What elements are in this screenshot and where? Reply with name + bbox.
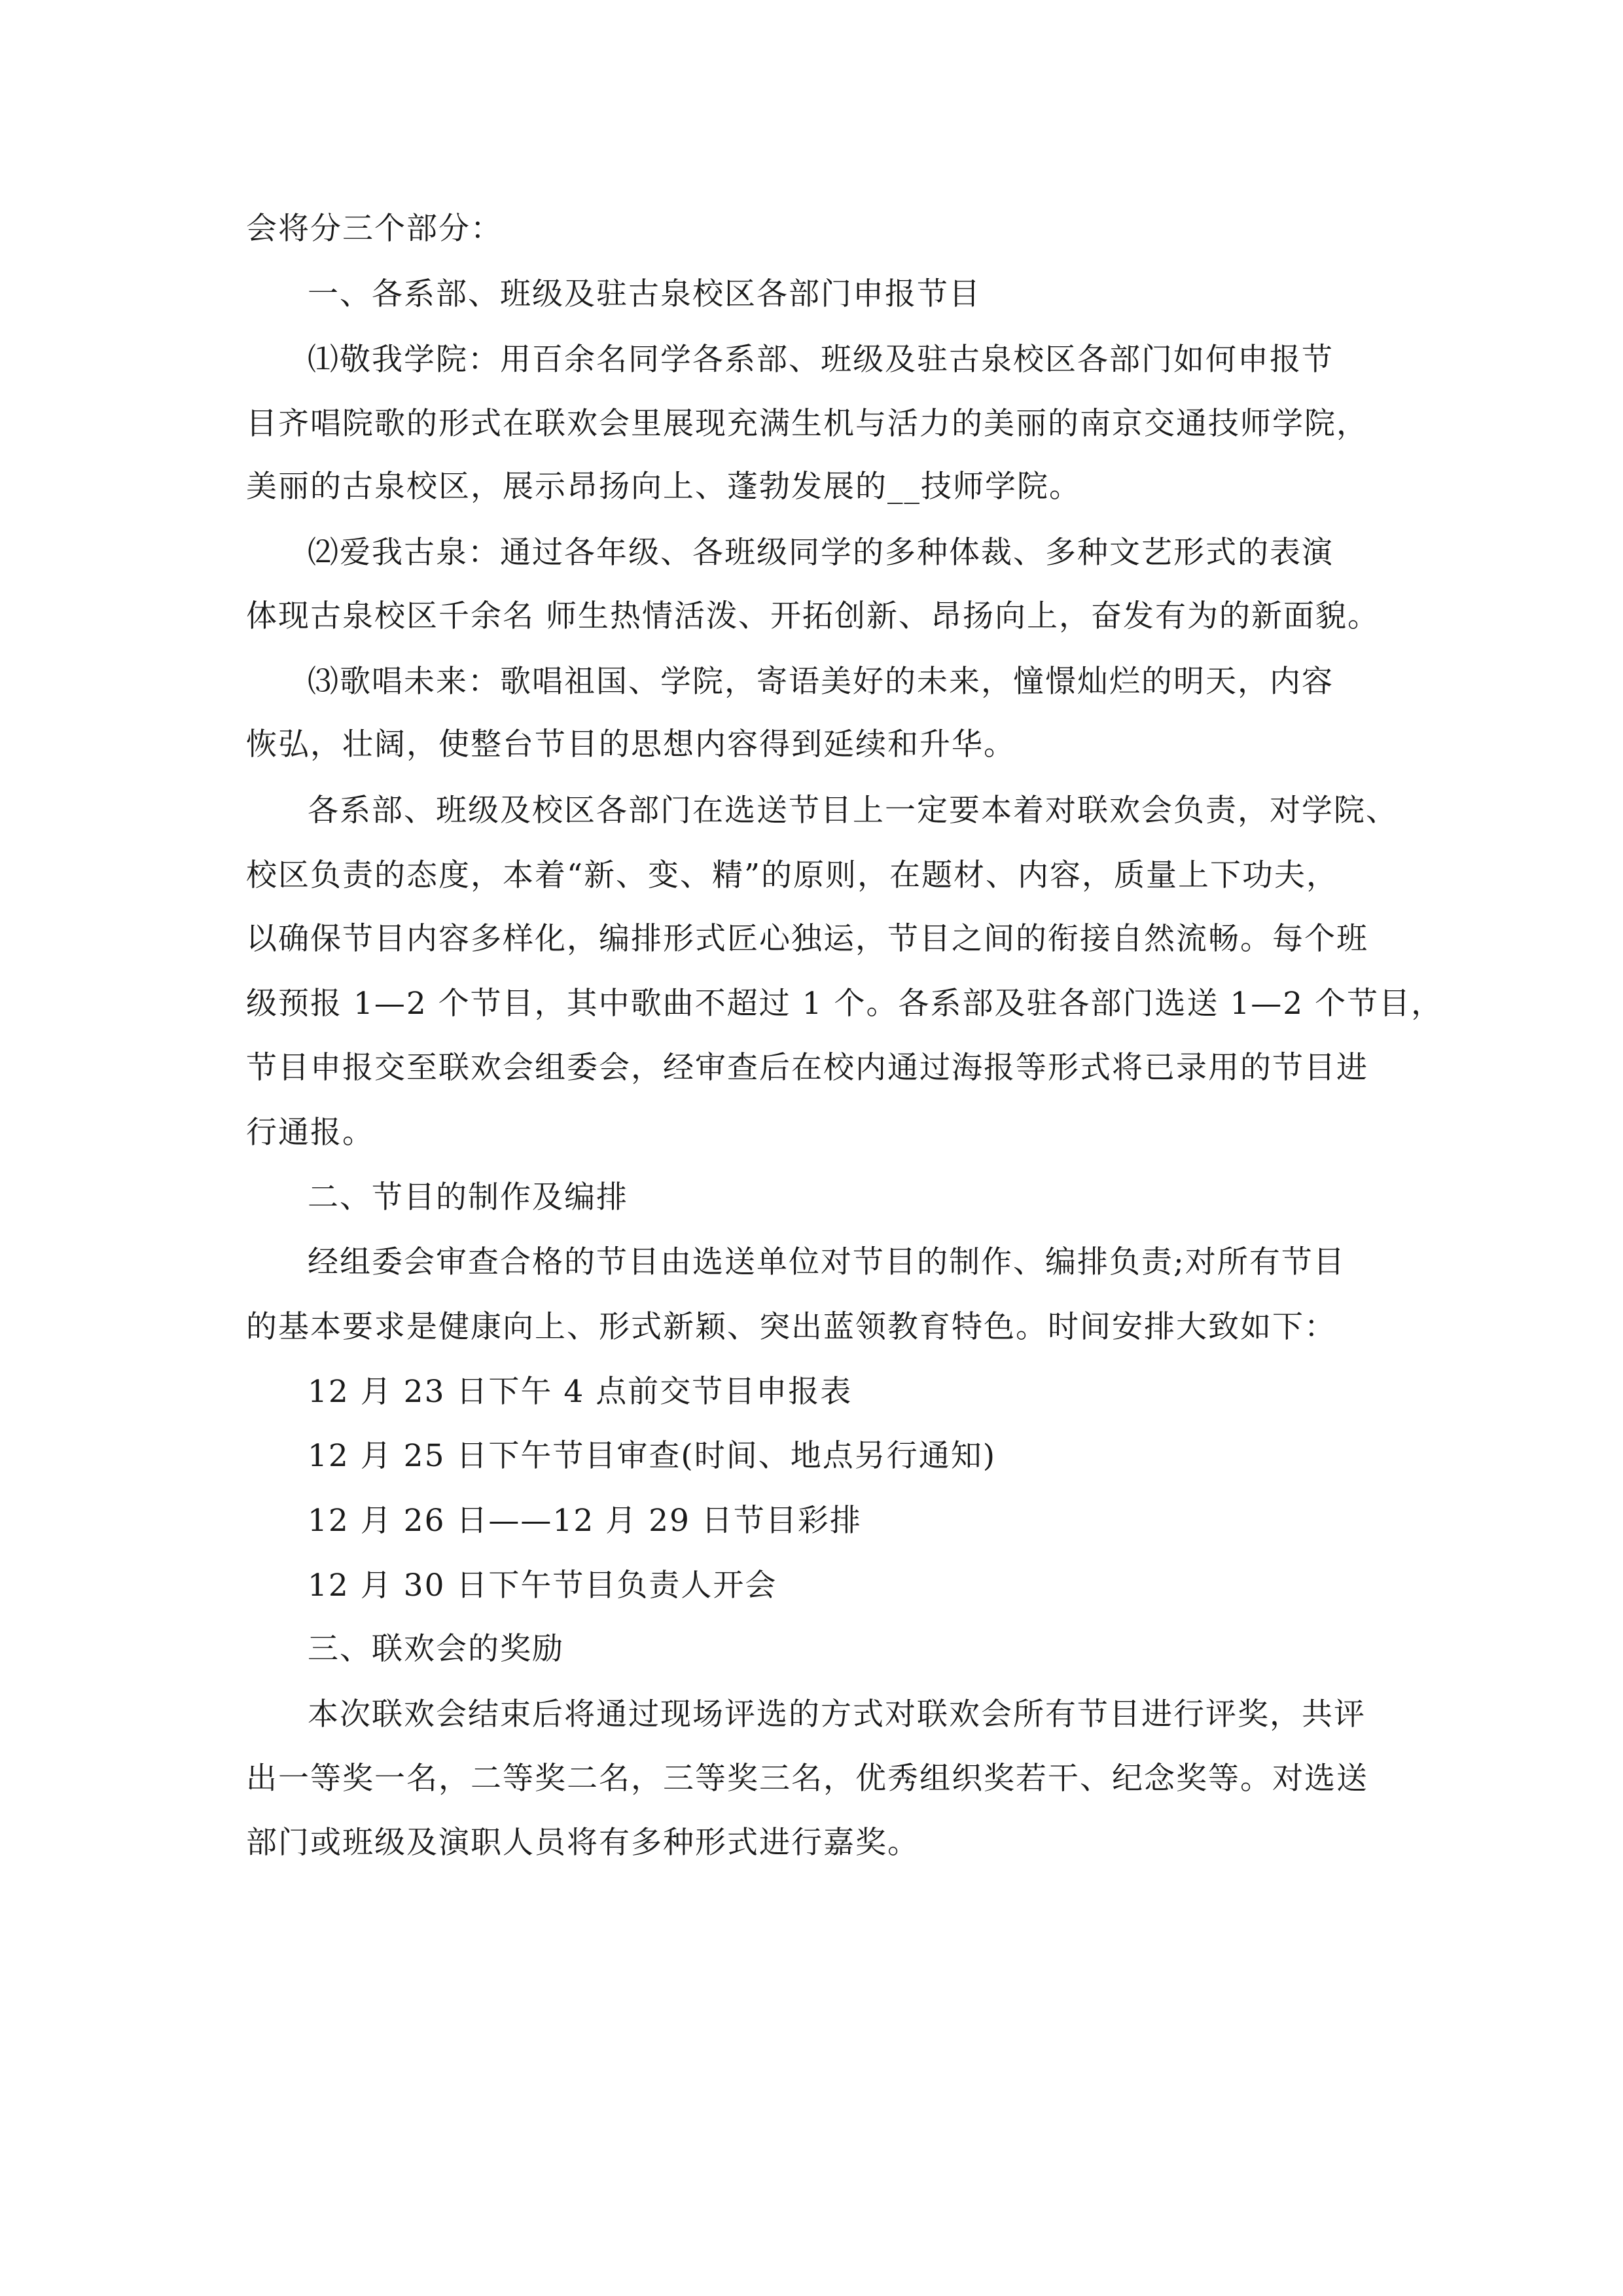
text-line: 的基本要求是健康向上、形式新颖、突出蓝领教育特色。时间安排大致如下： xyxy=(246,1309,1336,1345)
text-line: 以确保节目内容多样化，编排形式匠心独运，节目之间的衔接自然流畅。每个班 xyxy=(246,921,1368,957)
text-line: ⑴敬我学院：用百余名同学各系部、班级及驻古泉校区各部门如何申报节 xyxy=(308,342,1334,378)
text-line: 级预报 1—2 个节目，其中歌曲不超过 1 个。各系部及驻各部门选送 1—2 个节目， xyxy=(246,986,1444,1022)
text-line: ⑶歌唱未来：歌唱祖国、学院，寄语美好的未来，憧憬灿烂的明天，内容 xyxy=(308,664,1334,700)
text-line: 校区负责的态度，本着“新、变、精”的原则，在题材、内容，质量上下功夫， xyxy=(246,857,1339,893)
text-line: 目齐唱院歌的形式在联欢会里展现充满生机与活力的美丽的南京交通技师学院， xyxy=(246,406,1368,442)
text-line: 体现古泉校区千余名 师生热情活泼、开拓创新、昂扬向上，奋发有为的新面貌。 xyxy=(246,598,1380,634)
section-heading: 二、节目的制作及编排 xyxy=(308,1179,628,1215)
schedule-item: 12 月 25 日下午节目审查(时间、地点另行通知) xyxy=(308,1438,997,1474)
text-line: 各系部、班级及校区各部门在选送节目上一定要本着对联欢会负责，对学院、 xyxy=(308,793,1398,829)
section-heading: 三、联欢会的奖励 xyxy=(308,1631,564,1667)
text-line: 恢弘，壮阔，使整台节目的思想内容得到延续和升华。 xyxy=(246,726,1016,762)
text-line: 美丽的古泉校区，展示昂扬向上、蓬勃发展的__技师学院。 xyxy=(246,469,1081,505)
schedule-item: 12 月 30 日下午节目负责人开会 xyxy=(308,1568,777,1604)
text-line: 本次联欢会结束后将通过现场评选的方式对联欢会所有节目进行评奖，共评 xyxy=(308,1696,1366,1732)
text-line: ⑵爱我古泉：通过各年级、各班级同学的多种体裁、多种文艺形式的表演 xyxy=(308,535,1334,571)
schedule-item: 12 月 26 日——12 月 29 日节目彩排 xyxy=(308,1503,862,1539)
text-line: 经组委会审查合格的节目由选送单位对节目的制作、编排负责;对所有节目 xyxy=(308,1244,1346,1280)
text-line: 节目申报交至联欢会组委会，经审查后在校内通过海报等形式将已录用的节目进 xyxy=(246,1050,1368,1086)
text-line: 部门或班级及演职人员将有多种形式进行嘉奖。 xyxy=(246,1825,919,1861)
text-line: 会将分三个部分： xyxy=(246,211,503,247)
section-heading: 一、各系部、班级及驻古泉校区各部门申报节目 xyxy=(308,276,981,312)
text-line: 出一等奖一名，二等奖二名，三等奖三名，优秀组织奖若干、纪念奖等。对选送 xyxy=(246,1761,1368,1797)
schedule-item: 12 月 23 日下午 4 点前交节目申报表 xyxy=(308,1374,853,1410)
text-line: 行通报。 xyxy=(246,1115,374,1151)
